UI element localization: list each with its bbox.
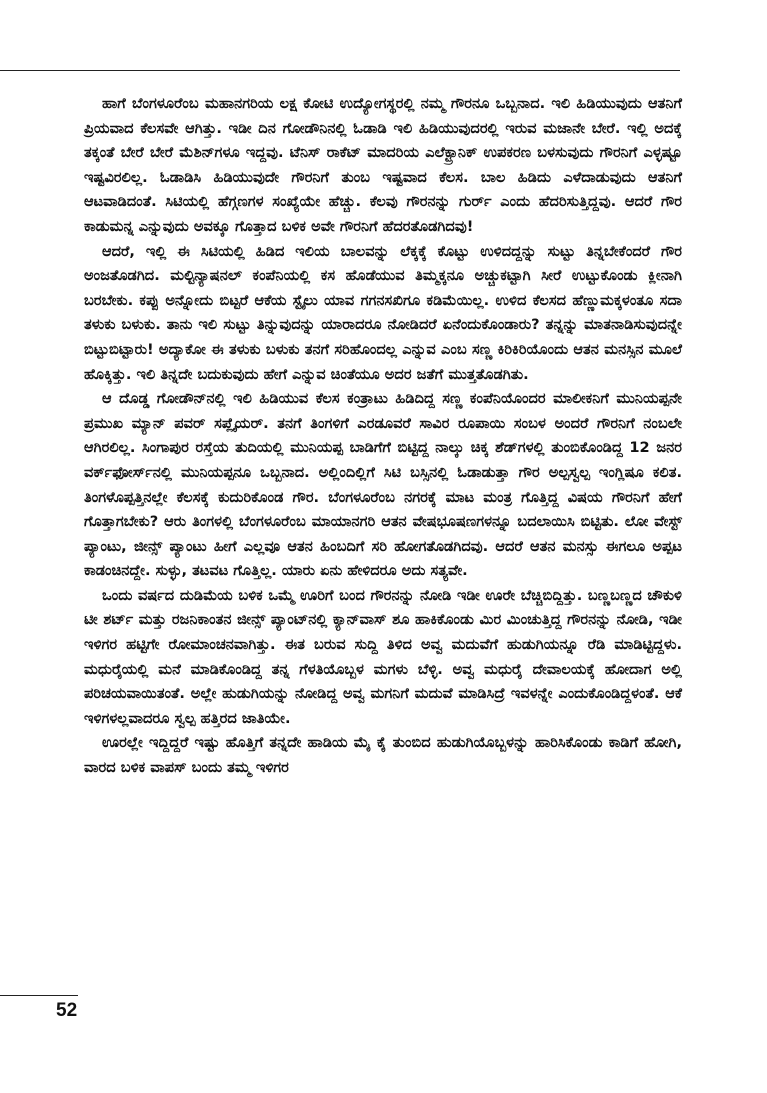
top-rule bbox=[0, 70, 680, 71]
paragraph-2: ಆದರೆ, ಇಲ್ಲಿ ಈ ಸಿಟಿಯಲ್ಲಿ ಹಿಡಿದ ಇಲಿಯ ಬಾಲವನ್ನು ಲೆಕ್ಕಕ್ಕೆ ಕೊಟ್ಟು ಉಳಿದದ್ದನ್ನು ಸುಟ್ಟು ತಿನ್ನಬೇಕೆಂದರೆ ಗೌರ ಅಂಜತೊಡಗಿದ. ಮಲ್ಟಿನ್ಯಾಷನಲ್ ಕಂಪೆನಿಯಲ್ಲಿ ಕಸ ಹೊಡೆಯುವ ತಿಮ್ಮಕ್ಕನೂ ಅಚ್ಚುಕಟ್ಟಾಗಿ ಸೀರೆ ಉಟ್ಟುಕೊಂಡು ಕ್ಲೀನಾಗಿ ಬರಬೇಕು. ಕಪ್ಪು ಅನ್ನೋದು ಬಿಟ್ಟರೆ ಆಕೆಯ ಸ್ಟೈಲು ಯಾವ ಗಗನಸಖಿಗೂ ಕಡಿಮೆಯಿಲ್ಲ. ಉಳಿದ ಕೆಲಸದ ಹೆಣ್ಣುಮಕ್ಕಳಂತೂ ಸದಾ ತಳುಕು ಬಳುಕು. ತಾನು ಇಲಿ ಸುಟ್ಟು ತಿನ್ನುವುದನ್ನು ಯಾರಾದರೂ ನೋಡಿದರೆ ಏನೆಂದುಕೊಂಡಾರು? ತನ್ನನ್ನು ಮಾತನಾಡಿಸುವುದನ್ನೇ ಬಿಟ್ಟುಬಿಟ್ಟಾರು! ಅದ್ಯಾಕೋ ಈ ತಳುಕು ಬಳುಕು ತನಗೆ ಸರಿಹೊಂದಲ್ಲ ಎನ್ನುವ ಎಂಬ ಸಣ್ಣ ಕಿರಿಕಿರಿಯೊಂದು ಆತನ ಮನಸ್ಸಿನ ಮೂಲೆ ಹೊಕ್ಕಿತ್ತು. ಇಲಿ ತಿನ್ನದೇ ಬದುಕುವುದು ಹೇಗೆ ಎನ್ನುವ ಚಿಂತೆಯೂ ಅದರ ಜತೆಗೆ ಮುತ್ತತೊಡಗಿತು. bbox=[84, 242, 682, 383]
paragraph-5: ಊರಲ್ಲೇ ಇದ್ದಿದ್ದರೆ ಇಷ್ಟು ಹೊತ್ತಿಗೆ ತನ್ನದೇ ಹಾಡಿಯ ಮೈ ಕೈ ತುಂಬಿದ ಹುಡುಗಿಯೊಬ್ಬಳನ್ನು ಹಾರಿಸಿಕೊಂಡು ಕಾಡಿಗೆ ಹೋಗಿ, ವಾರದ ಬಳಿಕ ವಾಪಸ್ ಬಂದು ತಮ್ಮ ಇಳಿಗರ bbox=[84, 734, 682, 777]
footer-rule bbox=[0, 995, 78, 996]
page-number: 52 bbox=[56, 1000, 78, 1021]
page-body-text bbox=[84, 92, 682, 781]
paragraph-1: ಹಾಗೆ ಬೆಂಗಳೂರೆಂಬ ಮಹಾನಗರಿಯ ಲಕ್ಷ ಕೋಟಿ ಉದ್ಯೋಗಸ್ಥರಲ್ಲಿ ನಮ್ಮ ಗೌರನೂ ಒಬ್ಬನಾದ. ಇಲಿ ಹಿಡಿಯುವುದು ಆತನಿಗೆ ಪ್ರಿಯವಾದ ಕೆಲಸವೇ ಆಗಿತ್ತು. ಇಡೀ ದಿನ ಗೋಡೌನಿನಲ್ಲಿ ಓಡಾಡಿ ಇಲಿ ಹಿಡಿಯುವುದರಲ್ಲಿ ಇರುವ ಮಜಾನೇ ಬೇರೆ. ಇಲ್ಲಿ ಅದಕ್ಕೆ ತಕ್ಕಂತೆ ಬೇರೆ ಬೇರೆ ಮೆಶಿನ್‌ಗಳೂ ಇದ್ದವು. ಟೆನಿಸ್ ರಾಕೆಟ್ ಮಾದರಿಯ ಎಲೆಕ್ಟ್ರಾನಿಕ್ ಉಪಕರಣ ಬಳಸುವುದು ಗೌರನಿಗೆ ಎಳ್ಳಷ್ಟೂ ಇಷ್ಟವಿರಲಿಲ್ಲ. ಓಡಾಡಿಸಿ ಹಿಡಿಯುವುದೇ ಗೌರನಿಗೆ ತುಂಬ ಇಷ್ಟವಾದ ಕೆಲಸ. ಬಾಲ ಹಿಡಿದು ಎಳೆದಾಡುವುದು ಆತನಿಗೆ ಆಟವಾಡಿದಂತೆ. ಸಿಟಿಯಲ್ಲಿ ಹೆಗ್ಗಣಗಳ ಸಂಖ್ಯೆಯೇ ಹೆಚ್ಚು. ಕೆಲವು ಗೌರನನ್ನು ಗುರ್ರ್ ಎಂದು ಹೆದರಿಸುತ್ತಿದ್ದವು. ಆದರೆ ಗೌರ ಕಾಡುಮನ್ನ ಎನ್ನುವುದು ಅವಕ್ಕೂ ಗೊತ್ತಾದ ಬಳಿಕ ಅವೇ ಗೌರನಿಗೆ ಹೆದರತೊಡಗಿದವು! bbox=[84, 95, 682, 235]
paragraph-3: ಆ ದೊಡ್ಡ ಗೋಡೌನ್‌ನಲ್ಲಿ ಇಲಿ ಹಿಡಿಯುವ ಕೆಲಸ ಕಂತ್ರಾಟು ಹಿಡಿದಿದ್ದ ಸಣ್ಣ ಕಂಪೆನಿಯೊಂದರ ಮಾಲೀಕನಿಗೆ ಮುನಿಯಪ್ಪನೇ ಪ್ರಮುಖ ಮ್ಯಾನ್ ಪವರ್ ಸಪ್ಲೈಯರ್. ತನಗೆ ತಿಂಗಳಿಗೆ ಎರಡೂವರೆ ಸಾವಿರ ರೂಪಾಯಿ ಸಂಬಳ ಅಂದರೆ ಗೌರನಿಗೆ ನಂಬಲೇ ಆಗಿರಲಿಲ್ಲ. ಸಿಂಗಾಪುರ ರಸ್ತೆಯ ತುದಿಯಲ್ಲಿ ಮುನಿಯಪ್ಪ ಬಾಡಿಗೆಗೆ ಬಿಟ್ಟಿದ್ದ ನಾಲ್ಕು ಚಿಕ್ಕ ಶೆಡ್‌ಗಳಲ್ಲಿ ತುಂಬಿಕೊಂಡಿದ್ದ 12 ಜನರ ವರ್ಕ್‌ಫೋರ್ಸ್‌ನಲ್ಲಿ ಮುನಿಯಪ್ಪನೂ ಒಬ್ಬನಾದ. ಅಲ್ಲಿಂದಿಲ್ಲಿಗೆ ಸಿಟಿ ಬಸ್ಸಿನಲ್ಲಿ ಓಡಾಡುತ್ತಾ ಗೌರ ಅಲ್ಪಸ್ವಲ್ಪ ಇಂಗ್ಲಿಷೂ ಕಲಿತ. ತಿಂಗಳೊಪ್ಪತ್ತಿನಲ್ಲೇ ಕೆಲಸಕ್ಕೆ ಕುದುರಿಕೊಂಡ ಗೌರ. ಬೆಂಗಳೂರೆಂಬ ನಗರಕ್ಕೆ ಮಾಟ ಮಂತ್ರ ಗೊತ್ತಿದ್ದ ವಿಷಯ ಗೌರನಿಗೆ ಹೇಗೆ ಗೊತ್ತಾಗಬೇಕು? ಆರು ತಿಂಗಳಲ್ಲಿ ಬೆಂಗಳೂರೆಂಬ ಮಾಯಾನಗರಿ ಆತನ ವೇಷಭೂಷಣಗಳನ್ನೂ ಬದಲಾಯಿಸಿ ಬಿಟ್ಟಿತು. ಲೋ ವೇಸ್ಟ್ ಪ್ಯಾಂಟು, ಜೀನ್ಸ್ ಪ್ಯಾಂಟು ಹೀಗೆ ಎಲ್ಲವೂ ಆತನ ಹಿಂಬದಿಗೆ ಸರಿ ಹೋಗತೊಡಗಿದವು. ಆದರೆ ಆತನ ಮನಸ್ಸು ಈಗಲೂ ಅಪ್ಪಟ ಕಾಡಂಚಿನದ್ದೇ. ಸುಳ್ಳು, ತಟವಟ ಗೊತ್ತಿಲ್ಲ. ಯಾರು ಏನು ಹೇಳಿದರೂ ಅದು ಸತ್ಯವೇ. bbox=[84, 390, 682, 580]
paragraph-4: ಒಂದು ವರ್ಷದ ದುಡಿಮೆಯ ಬಳಿಕ ಒಮ್ಮೆ ಊರಿಗೆ ಬಂದ ಗೌರನನ್ನು ನೋಡಿ ಇಡೀ ಊರೇ ಬೆಚ್ಚಿಬಿದ್ದಿತ್ತು. ಬಣ್ಣಬಣ್ಣದ ಚೌಕುಳಿ ಟೀ ಶರ್ಟ್ ಮತ್ತು ರಜನಿಕಾಂತನ ಜೀನ್ಸ್ ಪ್ಯಾಂಟ್‌ನಲ್ಲಿ ಕ್ಯಾನ್‌ವಾಸ್ ಶೂ ಹಾಕಿಕೊಂಡು ಮಿರ ಮಿಂಚುತ್ತಿದ್ದ ಗೌರನನ್ನು ನೋಡಿ, ಇಡೀ ಇಳಿಗರ ಹಟ್ಟಿಗೇ ರೋಮಾಂಚನವಾಗಿತ್ತು. ಈತ ಬರುವ ಸುದ್ದಿ ತಿಳಿದ ಅವ್ವ ಮದುವೆಗೆ ಹುಡುಗಿಯನ್ನೂ ರೆಡಿ ಮಾಡಿಟ್ಟಿದ್ದಳು. ಮಧುರೈಯಲ್ಲಿ ಮನೆ ಮಾಡಿಕೊಂಡಿದ್ದ ತನ್ನ ಗೆಳತಿಯೊಬ್ಬಳ ಮಗಳು ಬೆಳ್ಳಿ. ಅವ್ವ ಮಧುರೈ ದೇವಾಲಯಕ್ಕೆ ಹೋದಾಗ ಅಲ್ಲಿ ಪರಿಚಯವಾಯಿತಂತೆ. ಅಲ್ಲೇ ಹುಡುಗಿಯನ್ನು ನೋಡಿದ್ದ ಅವ್ವ ಮಗನಿಗೆ ಮದುವೆ ಮಾಡಿಸಿದ್ರೆ ಇವಳನ್ನೇ ಎಂದುಕೊಂಡಿದ್ದಳಂತೆ. ಆಕೆ ಇಳಿಗಳಲ್ಲವಾದರೂ ಸ್ವಲ್ಪ ಹತ್ತಿರದ ಜಾತಿಯೇ. bbox=[84, 586, 682, 727]
